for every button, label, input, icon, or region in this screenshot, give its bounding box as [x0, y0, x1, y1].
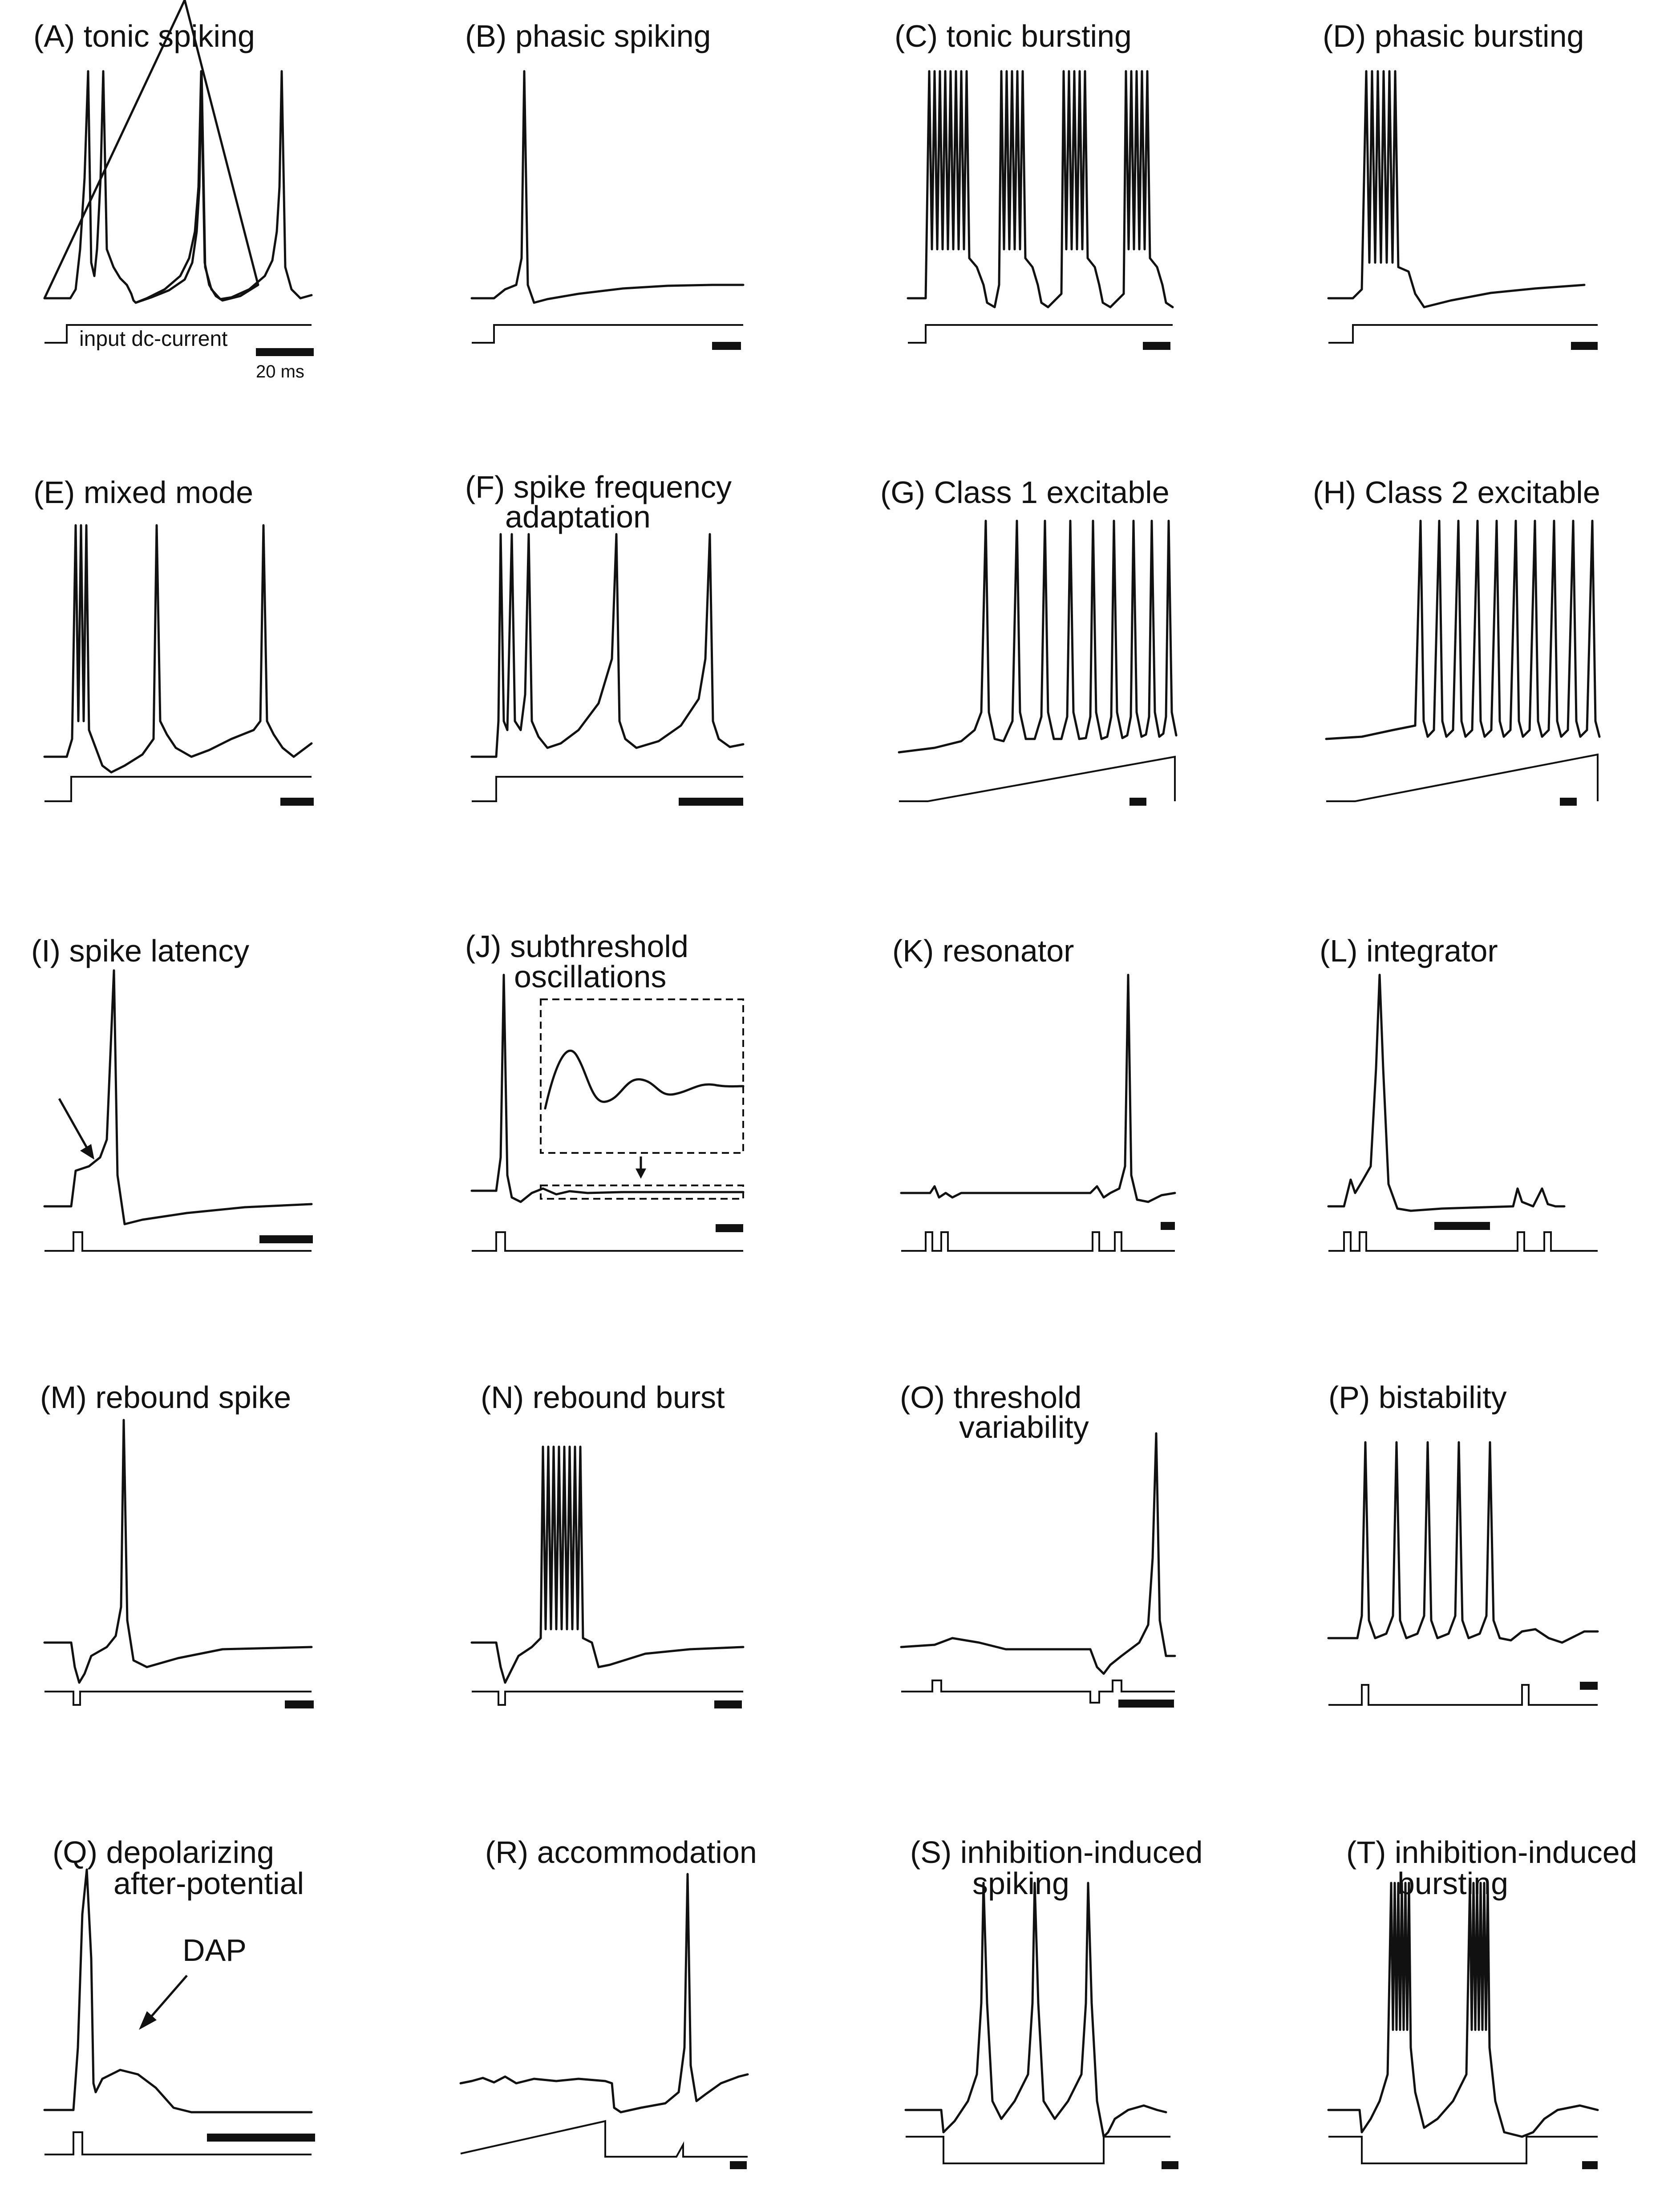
panel-T-inhibition-induced-bursting [1328, 1835, 1637, 2169]
panel-H-scale-bar [1560, 798, 1577, 806]
panel-G-voltage-trace [899, 521, 1176, 752]
panel-K-scale-bar [1161, 1222, 1175, 1230]
panel-G-class1-excitable [880, 475, 1176, 806]
panel-R-input-current [461, 2121, 748, 2157]
panel-J-voltage-trace [472, 975, 743, 1202]
panel-T-title-line1: (T) inhibition-induced [1346, 1835, 1637, 1870]
panel-O-voltage-trace [901, 1433, 1175, 1674]
panel-Q-dap-arrow [151, 1976, 187, 2016]
panel-J-scale-bar [716, 1224, 743, 1232]
panel-D-scale-bar [1571, 342, 1598, 350]
panel-C-title: (C) tonic bursting [895, 19, 1132, 53]
panel-Q-depolarizing-after-potential [45, 1835, 315, 2154]
panel-T-voltage-trace [1328, 1883, 1598, 2137]
panel-E-mixed-mode [33, 475, 314, 806]
panel-O-input-current [901, 1680, 1175, 1703]
panel-L-title: (L) integrator [1320, 933, 1498, 968]
panel-M-scale-bar [285, 1700, 314, 1708]
panel-I-voltage-trace [45, 970, 312, 1224]
panel-F-title-line2: adaptation [505, 499, 651, 534]
panel-J-title-line2: oscillations [514, 959, 667, 994]
panel-G-scale-bar [1129, 798, 1146, 806]
panel-O-scale-bar [1118, 1700, 1174, 1708]
panel-G-title: (G) Class 1 excitable [880, 475, 1170, 510]
panel-S-scale-bar [1162, 2161, 1178, 2169]
panel-L-scale-bar [1434, 1222, 1490, 1230]
panel-Q-title-line1: (Q) depolarizing [53, 1835, 274, 1870]
panel-C-input-current [908, 325, 1173, 343]
panel-E-input-current [45, 777, 312, 801]
panel-I-scale-bar [259, 1235, 313, 1243]
panel-E-scale-bar [280, 798, 314, 806]
panel-I-spike-latency [31, 933, 313, 1251]
panel-F-input-current [472, 777, 743, 801]
panel-R-accommodation [461, 1835, 757, 2169]
panel-S-title-line2: spiking [972, 1866, 1069, 1901]
panel-D-voltage-trace [1328, 71, 1584, 307]
panel-J-subthreshold-oscillations [465, 929, 743, 1251]
panel-B-voltage-trace [472, 71, 743, 303]
panel-K-input-current [901, 1232, 1175, 1251]
panel-H-title: (H) Class 2 excitable [1313, 475, 1600, 510]
panel-A-scale-label: 20 ms [256, 362, 304, 381]
panel-N-voltage-trace [472, 1447, 743, 1683]
panel-K-title: (K) resonator [892, 933, 1074, 968]
panel-I-arrow [59, 1099, 87, 1148]
panel-Q-title-line2: after-potential [113, 1866, 304, 1901]
panel-B-scale-bar [712, 342, 741, 350]
panel-F-scale-bar [679, 798, 743, 806]
panel-P-title: (P) bistability [1328, 1380, 1507, 1415]
panel-T-input-current [1328, 2137, 1598, 2163]
panel-H-class2-excitable [1313, 475, 1600, 806]
panel-S-input-current [906, 2137, 1170, 2163]
panel-P-voltage-trace [1328, 1442, 1598, 1643]
panel-E-title: (E) mixed mode [33, 475, 254, 510]
panel-H-input-current [1326, 755, 1598, 801]
panel-A-voltage-trace-2 [136, 71, 312, 303]
panel-T-title-line2: bursting [1397, 1866, 1509, 1901]
panel-J-inset-trace [545, 1051, 743, 1108]
panel-L-integrator [1320, 933, 1598, 1251]
panel-T-scale-bar [1582, 2161, 1598, 2169]
panel-N-input-current [472, 1692, 743, 1705]
panel-D-input-current [1328, 325, 1598, 343]
panel-M-input-current [45, 1692, 312, 1705]
panel-S-title-line1: (S) inhibition-induced [910, 1835, 1203, 1870]
panel-F-voltage-trace [472, 534, 743, 757]
panel-A-tonic-spiking [33, 0, 314, 381]
panel-N-scale-bar [714, 1700, 742, 1708]
panel-L-voltage-trace [1328, 975, 1564, 1211]
panel-C-voltage-trace [908, 71, 1173, 307]
panel-M-voltage-trace [45, 1420, 312, 1683]
panel-K-resonator [892, 933, 1175, 1251]
panel-N-title: (N) rebound burst [481, 1380, 725, 1415]
panel-R-scale-bar [730, 2161, 747, 2169]
panel-A-scale-bar [256, 348, 314, 356]
panel-Q-dap-label: DAP [182, 1933, 247, 1968]
panel-M-rebound-spike [40, 1380, 314, 1708]
panel-D-phasic-bursting [1323, 19, 1598, 350]
panel-H-voltage-trace [1326, 521, 1599, 739]
panel-R-voltage-trace [461, 1874, 748, 2112]
panel-O-title-line2: variability [959, 1410, 1089, 1444]
panel-S-inhibition-induced-spiking [906, 1835, 1203, 2169]
panel-L-input-current [1328, 1232, 1598, 1251]
panel-J-inset-arrow-head [636, 1169, 646, 1179]
panel-Q-voltage-trace [45, 1870, 312, 2112]
panel-C-scale-bar [1143, 342, 1170, 350]
panel-J-title-line1: (J) subthreshold [465, 929, 688, 964]
panel-C-tonic-bursting [895, 19, 1173, 350]
panel-G-input-current [899, 757, 1175, 801]
panel-N-rebound-burst [472, 1380, 743, 1708]
panel-D-title: (D) phasic bursting [1323, 19, 1584, 53]
panel-P-input-current [1328, 1685, 1598, 1705]
panel-I-title: (I) spike latency [31, 933, 250, 968]
panel-M-title: (M) rebound spike [40, 1380, 291, 1415]
panel-O-threshold-variability [900, 1380, 1175, 1708]
panel-B-input-current [472, 325, 743, 343]
panel-Q-scale-bar [207, 2134, 315, 2142]
panel-B-title: (B) phasic spiking [465, 19, 711, 53]
panel-J-inset-box [541, 999, 743, 1153]
panel-K-voltage-trace [901, 975, 1175, 1202]
panel-A-title: (A) tonic spiking [33, 19, 255, 53]
panel-A-stimulus-label: input dc-current [79, 327, 228, 351]
panel-S-voltage-trace [906, 1883, 1166, 2137]
panel-E-voltage-trace [45, 525, 312, 772]
panel-B-phasic-spiking [465, 19, 743, 350]
panel-P-scale-bar [1580, 1682, 1598, 1690]
panel-O-title-line1: (O) threshold [900, 1380, 1082, 1415]
panel-P-bistability [1328, 1380, 1598, 1705]
panel-J-input-current [472, 1232, 743, 1251]
panel-R-title: (R) accommodation [485, 1835, 757, 1870]
panel-F-spike-frequency-adaptation [465, 470, 743, 806]
panel-F-title-line1: (F) spike frequency [465, 470, 732, 504]
